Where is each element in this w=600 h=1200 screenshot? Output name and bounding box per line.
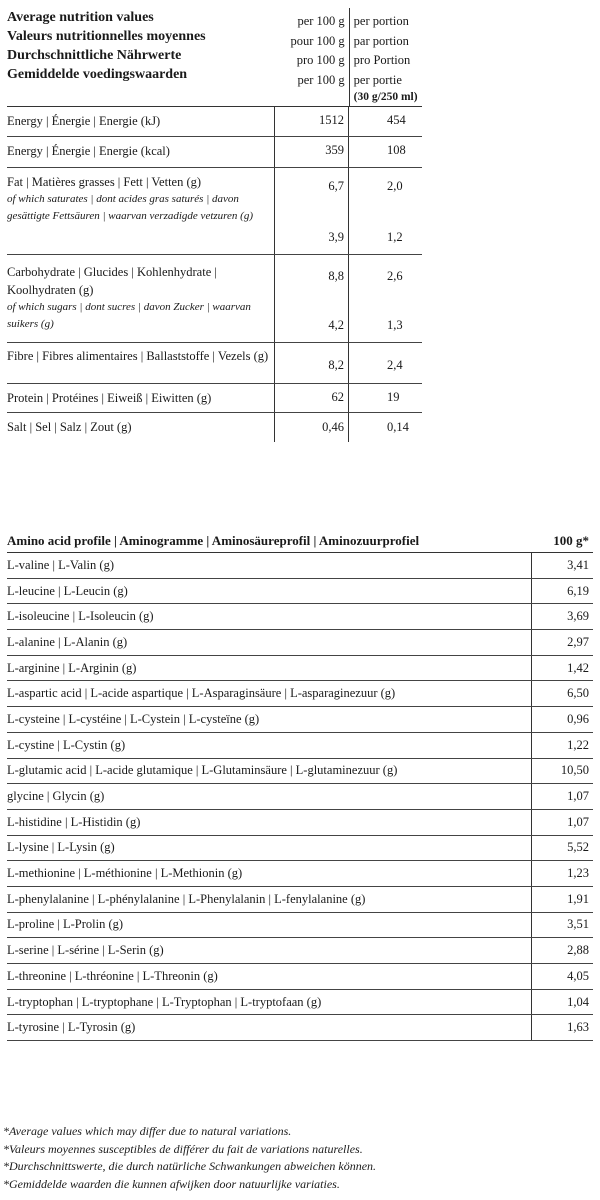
row-salt <box>7 413 422 442</box>
amino-name: L-aspartic acid | L-acide aspartique | L-Asparaginsäure | L-asparaginezuur (g) <box>7 681 532 706</box>
label-fat-group <box>7 168 275 254</box>
label-sugars: of which sugars | dont sucres | davon Zucker | waarvan suikers (g) <box>7 301 251 330</box>
label-fat: Fat | Matières grasses | Fett | Vetten (g) <box>7 175 202 189</box>
amino-value: 1,07 <box>567 814 589 829</box>
amino-value: 1,04 <box>567 994 589 1009</box>
label-fibre: Fibre | Fibres alimentaires | Ballaststoffe | Vezels (g) <box>7 343 275 383</box>
amino-row <box>7 656 593 682</box>
amino-value: 10,50 <box>560 763 589 778</box>
value100-energy-kcal: 359 <box>325 143 344 157</box>
nutrition-table <box>7 8 422 442</box>
footnote-en: *Average values which may differ due to natural variations. <box>3 1124 292 1138</box>
amino-row <box>7 553 593 579</box>
amino-name: L-cystine | L-Cystin (g) <box>7 733 532 758</box>
amino-value: 3,41 <box>567 557 589 572</box>
value100-protein: 62 <box>331 390 344 404</box>
footnote-fr: *Valeurs moyennes susceptibles de différer du fait de variations naturelles. <box>3 1141 363 1156</box>
amino-name: L-serine | L-sérine | L-Serin (g) <box>7 938 532 963</box>
amino-row <box>7 604 593 630</box>
amino-name: L-methionine | L-méthionine | L-Methionin (g) <box>7 861 532 886</box>
valueportion-fibre: 2,4 <box>387 358 403 372</box>
amino-row <box>7 630 593 656</box>
amino-row <box>7 579 593 605</box>
valueportion-carbohydrate: 2,6 <box>387 269 403 283</box>
footnote-de: *Durchschnittswerte, die durch natürliche Schwankungen abweichen können. <box>3 1159 377 1173</box>
amino-header-unit: 100 g* <box>553 533 589 548</box>
per100-en: per 100 g <box>297 14 345 28</box>
amino-value: 6,19 <box>567 583 589 598</box>
value100-saturates: 3,9 <box>328 230 344 244</box>
amino-value: 1,22 <box>567 737 589 752</box>
amino-row <box>7 733 593 759</box>
footnotes <box>3 1123 376 1193</box>
amino-name: L-tryptophan | L-tryptophane | L-Tryptophan | L-tryptofaan (g) <box>7 990 532 1015</box>
perportion-en: per portion <box>353 14 409 28</box>
amino-name: L-arginine | L-Arginin (g) <box>7 656 532 681</box>
label-salt: Salt | Sel | Salz | Zout (g) <box>7 413 275 442</box>
amino-row <box>7 810 593 836</box>
value100-carbohydrate: 8,8 <box>328 269 344 283</box>
amino-row <box>7 990 593 1016</box>
amino-value: 1,91 <box>567 891 589 906</box>
amino-value: 1,23 <box>567 866 589 881</box>
amino-name: L-glutamic acid | L-acide glutamique | L-Glutaminsäure | L-glutaminezuur (g) <box>7 759 532 784</box>
row-carbohydrate <box>7 255 422 343</box>
perportion-fr: par portion <box>353 33 409 48</box>
amino-value: 1,07 <box>567 789 589 804</box>
amino-row <box>7 707 593 733</box>
title-de: Durchschnittliche Nährwerte <box>7 48 182 63</box>
amino-header-label: Amino acid profile | Aminogramme | Aminosäureprofil | Aminozuurprofiel <box>7 533 420 548</box>
amino-rows <box>7 553 593 1041</box>
title-fr: Valeurs nutritionnelles moyennes <box>7 29 206 44</box>
title-en: Average nutrition values <box>7 10 154 25</box>
label-energy-kcal: Energy | Énergie | Energie (kcal) <box>7 137 275 167</box>
amino-value: 5,52 <box>567 840 589 855</box>
amino-row <box>7 938 593 964</box>
amino-value: 4,05 <box>567 968 589 983</box>
amino-value: 6,50 <box>567 686 589 701</box>
valueportion-energy-kj: 454 <box>387 113 406 127</box>
amino-name: L-proline | L-Prolin (g) <box>7 913 532 938</box>
portion-size: (30 g/250 ml) <box>353 91 418 103</box>
row-energy-kj <box>7 107 422 137</box>
value100-energy-kj: 1512 <box>319 113 344 127</box>
row-fibre <box>7 343 422 384</box>
amino-name: L-cysteine | L-cystéine | L-Cystein | L-cysteïne (g) <box>7 707 532 732</box>
valueportion-energy-kcal: 108 <box>387 143 406 157</box>
label-saturates: of which saturates | dont acides gras saturés | davon gesättigte Fettsäuren | waarvan verzadigde vetzuren (g) <box>7 193 253 222</box>
amino-header <box>7 530 593 553</box>
valueportion-fat: 2,0 <box>387 179 403 193</box>
per100-fr: pour 100 g <box>290 33 345 48</box>
amino-name: L-lysine | L-Lysin (g) <box>7 836 532 861</box>
amino-row <box>7 1015 593 1041</box>
perportion-nl: per portie <box>353 72 402 87</box>
amino-name: L-threonine | L-thréonine | L-Threonin (g) <box>7 964 532 989</box>
label-protein: Protein | Protéines | Eiweiß | Eiwitten (g) <box>7 384 275 412</box>
per100-de: pro 100 g <box>296 53 345 67</box>
label-energy-kj: Energy | Énergie | Energie (kJ) <box>7 107 275 136</box>
amino-name: L-tyrosine | L-Tyrosin (g) <box>7 1015 532 1040</box>
per100-nl: per 100 g <box>297 72 345 87</box>
value100-fibre: 8,2 <box>328 358 344 372</box>
perportion-header <box>350 8 422 106</box>
amino-value: 1,42 <box>567 660 589 675</box>
amino-name: L-isoleucine | L-Isoleucin (g) <box>7 604 532 629</box>
perportion-de: pro Portion <box>353 53 411 67</box>
valueportion-salt: 0,14 <box>387 420 409 434</box>
amino-value: 2,88 <box>567 943 589 958</box>
label-carb-group <box>7 255 275 342</box>
value100-salt: 0,46 <box>322 420 344 434</box>
amino-row <box>7 964 593 990</box>
amino-value: 0,96 <box>567 711 589 726</box>
valueportion-sugars: 1,3 <box>387 318 403 332</box>
amino-name: glycine | Glycin (g) <box>7 784 532 809</box>
footnote-nl: *Gemiddelde waarden die kunnen afwijken door natuurlijke variaties. <box>3 1176 340 1191</box>
amino-acid-table <box>7 530 593 1041</box>
amino-row <box>7 887 593 913</box>
amino-row <box>7 759 593 785</box>
value100-fat: 6,7 <box>328 179 344 193</box>
amino-row <box>7 784 593 810</box>
nutrition-header <box>7 8 422 107</box>
amino-value: 1,63 <box>567 1020 589 1035</box>
amino-name: L-alanine | L-Alanin (g) <box>7 630 532 655</box>
amino-value: 2,97 <box>567 634 589 649</box>
row-protein <box>7 384 422 413</box>
value100-sugars: 4,2 <box>328 318 344 332</box>
amino-name: L-histidine | L-Histidin (g) <box>7 810 532 835</box>
amino-row <box>7 913 593 939</box>
amino-row <box>7 836 593 862</box>
amino-name: L-leucine | L-Leucin (g) <box>7 579 532 604</box>
row-fat <box>7 168 422 255</box>
label-carbohydrate: Carbohydrate | Glucides | Kohlenhydrate | Koolhydraten (g) <box>7 265 217 297</box>
row-energy-kcal <box>7 137 422 168</box>
amino-value: 3,51 <box>567 917 589 932</box>
title-nl: Gemiddelde voedingswaarden <box>7 67 188 82</box>
amino-name: L-phenylalanine | L-phénylalanine | L-Phenylalanin | L-fenylalanine (g) <box>7 887 532 912</box>
amino-row <box>7 681 593 707</box>
amino-value: 3,69 <box>567 609 589 624</box>
per100-header <box>276 8 349 106</box>
amino-name: L-valine | L-Valin (g) <box>7 553 532 578</box>
valueportion-saturates: 1,2 <box>387 230 403 244</box>
nutrition-titles <box>7 8 276 106</box>
amino-row <box>7 861 593 887</box>
valueportion-protein: 19 <box>387 390 400 404</box>
